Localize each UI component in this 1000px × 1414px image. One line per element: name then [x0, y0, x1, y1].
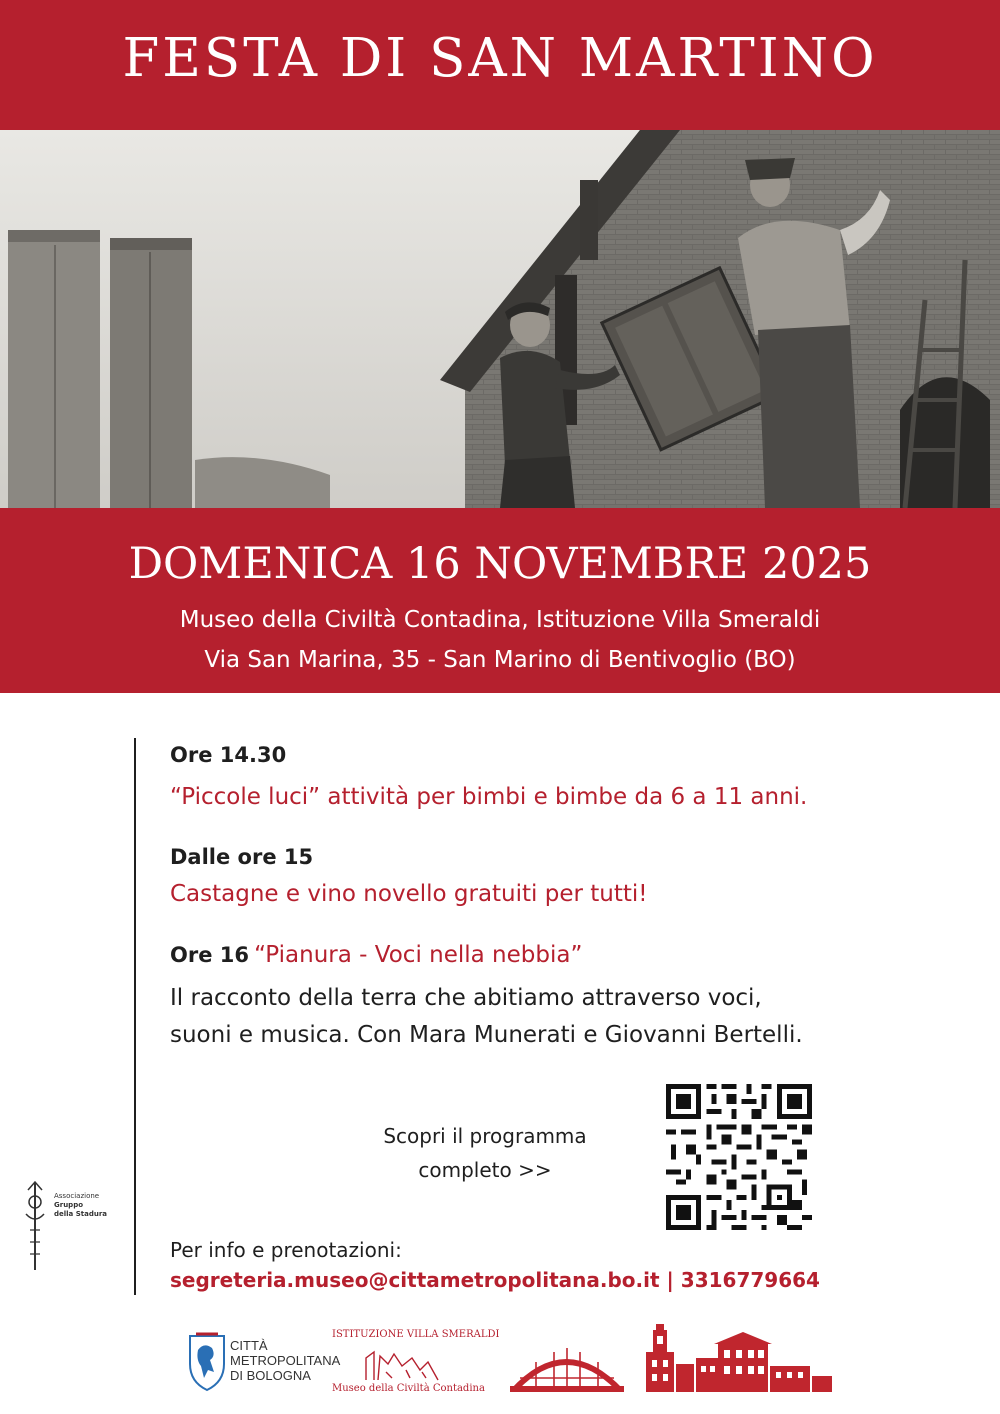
- venue-address: Via San Marina, 35 - San Marino di Bentivoglio (BO): [204, 647, 796, 673]
- program-title-1: “Piccole luci” attività per bimbi e bimbe da 6 a 11 anni.: [170, 784, 808, 810]
- villa-smeraldi-logo: [332, 1329, 500, 1400]
- association-name: [54, 1192, 107, 1219]
- villa-sketch-icon: [362, 1344, 442, 1382]
- program-description-line2: suoni e musica. Con Mara Munerati e Giovanni Bertelli.: [170, 1022, 803, 1048]
- contact-label: Per info e prenotazioni:: [170, 1238, 402, 1262]
- stadura-emblem-icon: [20, 1180, 50, 1275]
- program-divider: [134, 738, 136, 1295]
- qr-code-icon[interactable]: [666, 1084, 812, 1230]
- qr-label-line1: Scopri il programma: [383, 1124, 587, 1148]
- historic-photo: [0, 130, 1000, 508]
- citta-line3: DI BOLOGNA: [230, 1368, 311, 1383]
- event-info-band: [0, 508, 1000, 693]
- page-title: FESTA DI SAN MARTINO: [122, 28, 878, 89]
- citta-line2: METROPOLITANA: [230, 1353, 341, 1368]
- qr-label-line2: completo >>: [418, 1158, 552, 1182]
- citta-metropolitana-logo: [186, 1330, 341, 1400]
- program-time-3: Ore 16: [170, 943, 249, 967]
- citta-metropolitana-name: [230, 1338, 340, 1383]
- program-time-2: Dalle ore 15: [170, 845, 314, 869]
- villa-smeraldi-title: ISTITUZIONE VILLA SMERALDI: [332, 1329, 500, 1340]
- program-time-1: Ore 14.30: [170, 743, 287, 767]
- contact-details[interactable]: segreteria.museo@cittametropolitana.bo.it | 3316779664: [170, 1268, 820, 1292]
- venue-name: Museo della Civiltà Contadina, Istituzione Villa Smeraldi: [179, 607, 821, 633]
- association-line3: della Stadura: [54, 1210, 107, 1218]
- skyline-logo-icon: [506, 1322, 836, 1394]
- citta-line1: CITTÀ: [230, 1338, 268, 1353]
- program-title-2: Castagne e vino novello gratuiti per tutti!: [170, 881, 648, 907]
- association-line2: Gruppo: [54, 1201, 84, 1209]
- association-line1: Associazione: [54, 1192, 100, 1200]
- photo-illustration: [0, 130, 1000, 508]
- program-description-line1: Il racconto della terra che abitiamo attraverso voci,: [170, 985, 762, 1011]
- association-logo: [20, 1180, 130, 1275]
- qr-label: [340, 1119, 630, 1187]
- program-heading-3: [170, 944, 582, 967]
- event-date: DOMENICA 16 NOVEMBRE 2025: [128, 539, 872, 589]
- villa-smeraldi-subtitle: Museo della Civiltà Contadina: [332, 1383, 485, 1394]
- bologna-lion-icon: [186, 1330, 228, 1392]
- program-title-3: “Pianura - Voci nella nebbia”: [254, 942, 583, 968]
